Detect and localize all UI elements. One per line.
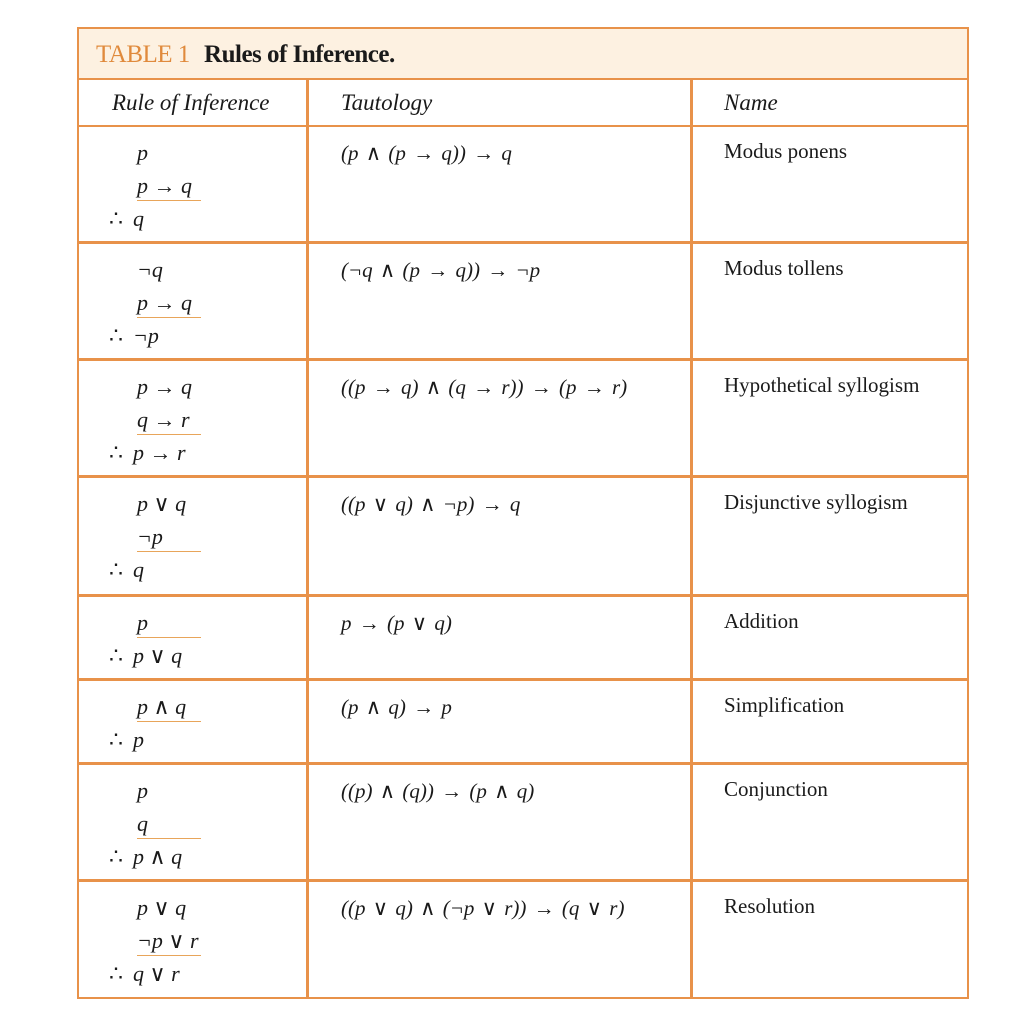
tautology-cell: ((p → q) ∧ (q → r)) → (p → r) (341, 375, 628, 399)
tautology-cell: (p ∧ q) → p (341, 695, 452, 719)
rule-of-inference-cell (79, 244, 307, 358)
therefore-symbol: ∴ (109, 844, 123, 869)
tautology-cell: p → (p ∨ q) (341, 611, 452, 635)
conclusion-text: q ∨ r (133, 961, 180, 986)
conclusion (109, 645, 182, 667)
conclusion (109, 559, 144, 581)
table-row (79, 478, 967, 597)
table-row (79, 882, 967, 1000)
inference-line (137, 955, 201, 956)
therefore-symbol: ∴ (109, 643, 123, 668)
rule-name-cell: Modus ponens (724, 139, 848, 163)
therefore-symbol: ∴ (109, 206, 123, 231)
therefore-symbol: ∴ (109, 961, 123, 986)
therefore-symbol: ∴ (109, 557, 123, 582)
tautology-cell: ((p ∨ q) ∧ ¬p) → q (341, 492, 521, 516)
table-row (79, 244, 967, 361)
premise: ¬p (137, 524, 163, 549)
therefore-symbol: ∴ (109, 440, 123, 465)
conclusion-text: q (133, 206, 144, 231)
premise: p → q (137, 374, 192, 399)
rule-of-inference-cell (79, 681, 307, 762)
rules-of-inference-table (77, 27, 969, 999)
header-name: Name (724, 90, 778, 115)
tautology-cell: (p ∧ (p → q)) → q (341, 141, 512, 165)
inference-line (137, 551, 201, 552)
conclusion-text: p ∨ q (133, 643, 183, 668)
table-row (79, 127, 967, 244)
rule-of-inference-cell (79, 478, 307, 594)
conclusion-text: q (133, 557, 144, 582)
conclusion-text: p (133, 727, 144, 752)
conclusion (109, 208, 144, 230)
therefore-symbol: ∴ (109, 727, 123, 752)
header-rule-of-inference: Rule of Inference (112, 90, 270, 115)
tautology-cell: ((p ∨ q) ∧ (¬p ∨ r)) → (q ∨ r) (341, 896, 625, 920)
conclusion (109, 846, 182, 868)
tautology-cell: ((p) ∧ (q)) → (p ∧ q) (341, 779, 535, 803)
rule-name-cell: Simplification (724, 693, 845, 717)
premise: p → q (137, 173, 192, 198)
inference-line (137, 838, 201, 839)
rule-of-inference-cell (79, 361, 307, 475)
table-row (79, 361, 967, 478)
therefore-symbol: ∴ (109, 323, 123, 348)
premise: p (137, 610, 148, 635)
inference-line (137, 637, 201, 638)
conclusion (109, 442, 186, 464)
conclusion-text: p → r (133, 440, 186, 465)
table-title: Rules of Inference. (204, 41, 395, 68)
rule-name-cell: Modus tollens (724, 256, 844, 280)
premise: p ∨ q (137, 895, 187, 920)
conclusion-text: ¬p (133, 323, 159, 348)
inference-line (137, 200, 201, 201)
rule-of-inference-cell (79, 882, 307, 1000)
rule-of-inference-cell (79, 127, 307, 241)
premise: p ∧ q (137, 694, 187, 719)
table-title-bar (79, 29, 967, 80)
premise: q → r (137, 407, 190, 432)
premise: q (137, 811, 148, 836)
rule-of-inference-cell (79, 597, 307, 678)
conclusion (109, 963, 180, 985)
tautology-cell: (¬q ∧ (p → q)) → ¬p (341, 258, 541, 282)
premise: ¬q (137, 257, 163, 282)
table-number: TABLE 1 (96, 41, 190, 68)
rule-name-cell: Addition (724, 609, 799, 633)
inference-line (137, 434, 201, 435)
rule-name-cell: Conjunction (724, 777, 828, 801)
table-row (79, 765, 967, 882)
table-row (79, 597, 967, 681)
rule-name-cell: Resolution (724, 894, 816, 918)
premise: p (137, 778, 148, 803)
header-tautology: Tautology (341, 90, 433, 115)
premise: p → q (137, 290, 192, 315)
premise: p (137, 140, 148, 165)
premise: p ∨ q (137, 491, 187, 516)
rule-of-inference-cell (79, 765, 307, 879)
premise: ¬p ∨ r (137, 928, 199, 953)
inference-line (137, 317, 201, 318)
conclusion-text: p ∧ q (133, 844, 183, 869)
rule-name-cell: Hypothetical syllogism (724, 373, 920, 397)
conclusion (109, 729, 144, 751)
rule-name-cell: Disjunctive syllogism (724, 490, 908, 514)
inference-line (137, 721, 201, 722)
conclusion (109, 325, 159, 347)
table-header-row (79, 80, 967, 127)
table-row (79, 681, 967, 765)
